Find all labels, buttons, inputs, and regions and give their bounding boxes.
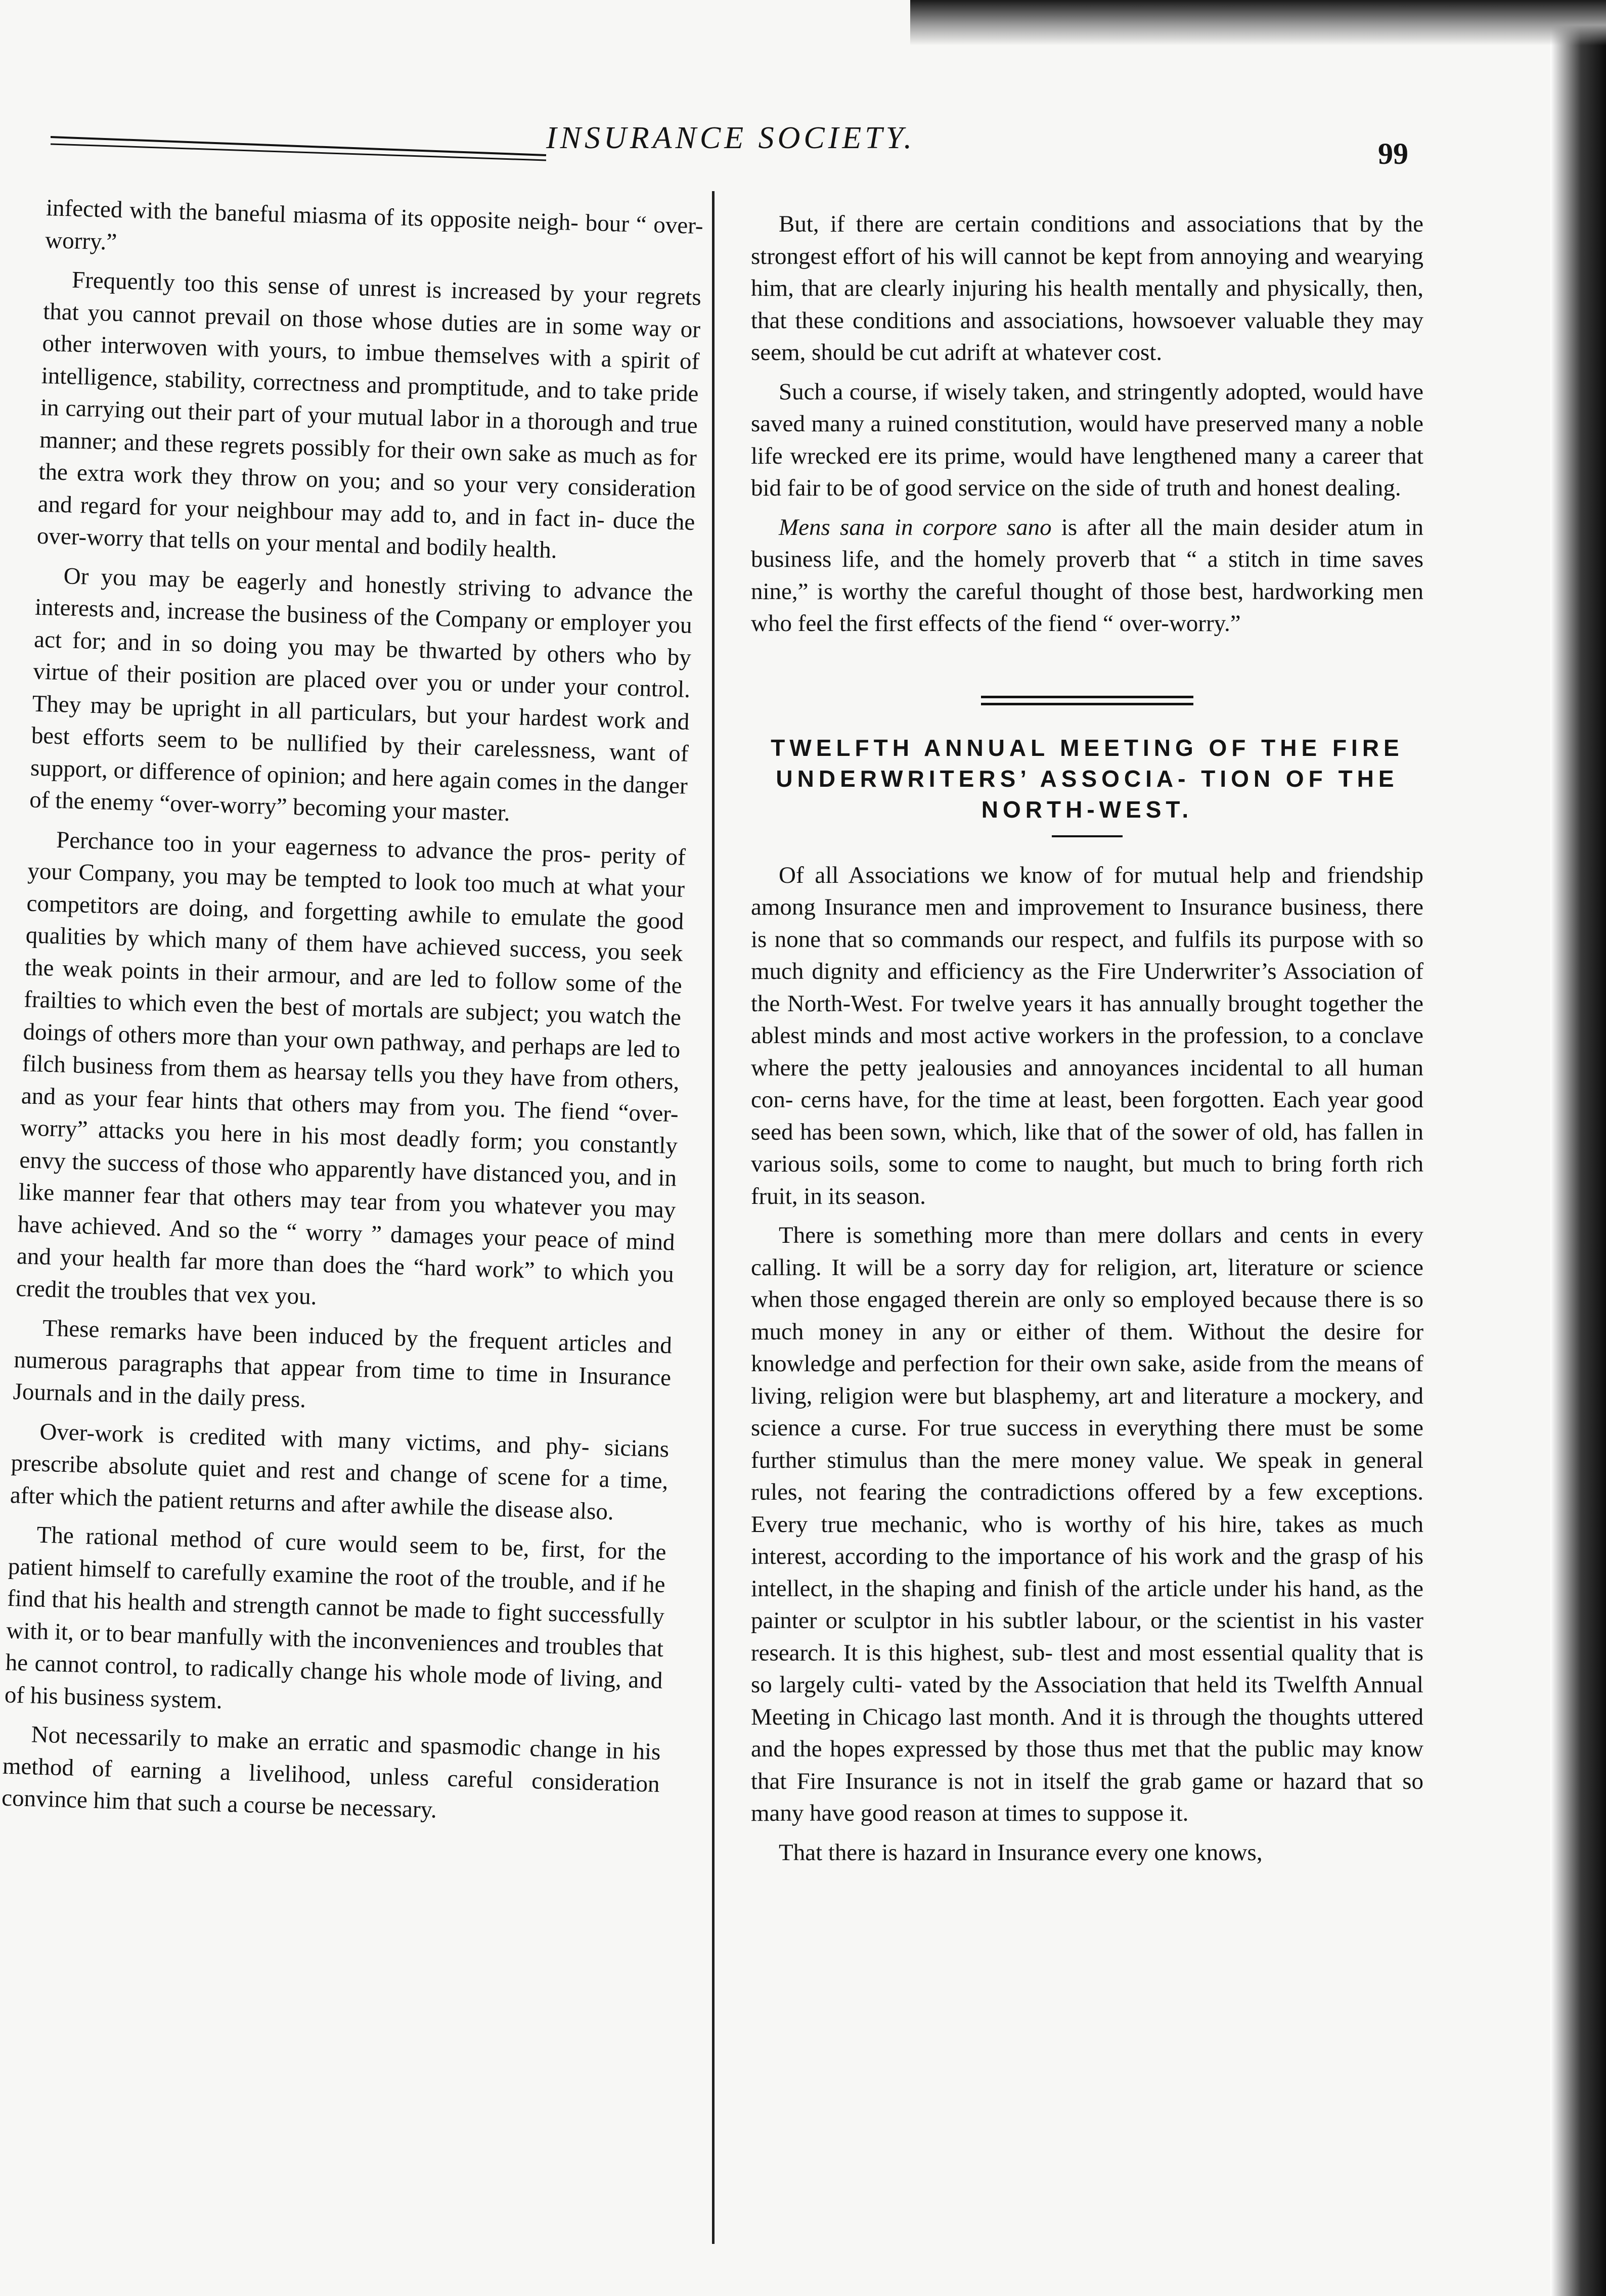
latin-paragraph (751, 512, 1423, 640)
section-divider (981, 696, 1193, 705)
paragraph: These remarks have been induced by the frequent articles and numerous paragraphs that appear from time to time in Insurance Journals and in the daily press. (13, 1315, 673, 1413)
paragraph: infected with the baneful miasma of its opposite neigh- bour “ over-worry.” (44, 194, 704, 255)
paragraph: Over-work is credited with many victims, and phy- sicians prescribe absolute quiet and rest and change of scene for a time, after which the patient returns and after awhile the disease also. (10, 1418, 670, 1525)
paragraph: Such a course, if wisely taken, and stringently adopted, would have saved many a ruined constitution, would have preserved many a noble life wrecked ere its prime, would have lengthened many a career that bid fair to be of good service on the side of truth and honest dealing. (751, 378, 1423, 501)
paragraph: Of all Associations we know of for mutual help and friendship among Insurance men and improvement to Insurance business, there is none that so commands our respect, and fulfils its purpose with so much dignity and efficiency as the Fire Underwriter’s Association of the North-West. For twelve years it has annually brought together the ablest minds and most active workers in the profession, to a conclave where the petty jealousies and annoyances incidental to all human con- cerns have, for the time at least, been forgotten. Each year good seed has been sown, which, like that of the sower of old, has fallen in various soils, some to come to naught, but much to bring forth rich fruit, in its season. (751, 862, 1423, 1209)
paragraph: Perchance too in your eagerness to advance the pros- perity of your Company, you may be tempted to look too much at what your competitors are doing, and forgetting awhile to emulate the good qualities by which many of them have achieved success, you seek the weak points in their armour, and are led to follow some of the frailties to which even the best of mortals are subject; you watch the doings of others more than your own pathway, and perhaps are led to filch business from them as hearsay tells you they have from others, and as your fear hints that others may from you. The fiend “over-worry” attacks you here in his most deadly form; you constantly envy the success of those who apparently have distanced you, and in like manner fear that others may tear from you whatever you may have achieved. And so the “ worry ” damages your peace of mind and your health far more than does the “hard work” to which you credit the troubles that vex you. (15, 826, 686, 1310)
paragraph: Frequently too this sense of unrest is increased by your regrets that you cannot prevail on those whose duties are in some way or other interwoven with yours, to imbue themselves with a spirit of intelligence, stability, correctness and promptitude, and to take pride in carrying out their part of your mutual labor in a thorough and true manner; and these regrets possibly for their own sake as much as for the extra work they throw on you; and so your very consideration and regard for your neighbour may add to, and in fact in- duce the over-worry that tells on your mental and bodily health. (36, 266, 702, 564)
latin-paragraph-rest: is after all the main desider atum in business life, and the homely proverb that “ a stitch in time saves nine,” is worthy the careful thought of those best, hardworking men who feel the first effects of the fiend “ over-worry.” (751, 514, 1423, 637)
running-head: INSURANCE SOCIETY. (546, 121, 916, 155)
right-column (751, 208, 1423, 1876)
left-column (1, 192, 703, 1840)
title-underline (1052, 835, 1123, 837)
paragraph: There is something more than mere dollars and cents in every calling. It will be a sorry day for religion, art, literature or science when those engaged therein are only so employed because there is so much money in any or either of them. Without the desire for knowledge and perfection for their own sake, aside from the means of living, religion were but blasphemy, art and literature a mockery, and science a curse. For true success in everything there must be some further stimulus than the mere money value. We speak in general rules, not fearing the contradictions offered by a few exceptions. Every true mechanic, who is worthy of his hire, takes as much interest, according to the importance of his work and the grasp of his intellect, in the shaping and finish of the article under his hand, as the painter or sculptor in his subtler labour, or the scientist in his vaster research. It is this highest, sub- tlest and most essential quality that is so largely culti- vated by the Association that held its Twelfth Annual Meeting in Chicago last month. And it is through the thoughts uttered and the hopes expressed by those thus met that the public may know that Fire Insurance is not in itself the grab game or hazard that so many have good reason at times to suppose it. (751, 1222, 1423, 1826)
scan-dark-edge (1550, 0, 1606, 2296)
paragraph: Or you may be eagerly and honestly striving to advance the interests and, increase the business of the Company or employer you act for; and in so doing you may be thwarted by others who by virtue of their position are placed over you or under your control. They may be upright in all particulars, but your hardest work and best efforts seem to be nullified by their carelessness, want of support, or difference of opinion; and here again comes in the danger of the enemy “over-worry” becoming your master. (29, 562, 694, 827)
page-number: 99 (1378, 137, 1408, 170)
scan-top-shadow (910, 0, 1606, 46)
latin-phrase: Mens sana in corpore sano (779, 514, 1052, 541)
paragraph: The rational method of cure would seem to be, first, for the patient himself to carefully examine the root of the trouble, and if he find that his health and strength cannot be made to fight successfully with it, or to bear manfully with the inconveniences and troubles that he cannot control, to radically change his whole mode of living, and of his business system. (4, 1521, 667, 1714)
paragraph: That there is hazard in Insurance every one knows, (779, 1839, 1263, 1866)
column-divider (712, 191, 715, 2244)
article-title: TWELFTH ANNUAL MEETING OF THE FIRE UNDERWRITERS’ ASSOCIA- TION OF THE NORTH-WEST. (771, 734, 1404, 823)
header-rules (51, 134, 556, 164)
paragraph: But, if there are certain conditions and associations that by the strongest effort of his will cannot be kept from annoying and wearying him, that are clearly injuring his health mentally and physically, then, that these conditions and associations, howsoever valuable they may seem, should be cut adrift at whatever cost. (751, 211, 1423, 366)
paragraph: Not necessarily to make an erratic and spasmodic change in his method of earning a livelihood, unless careful consideration convince him that such a course be necessary. (1, 1721, 661, 1823)
